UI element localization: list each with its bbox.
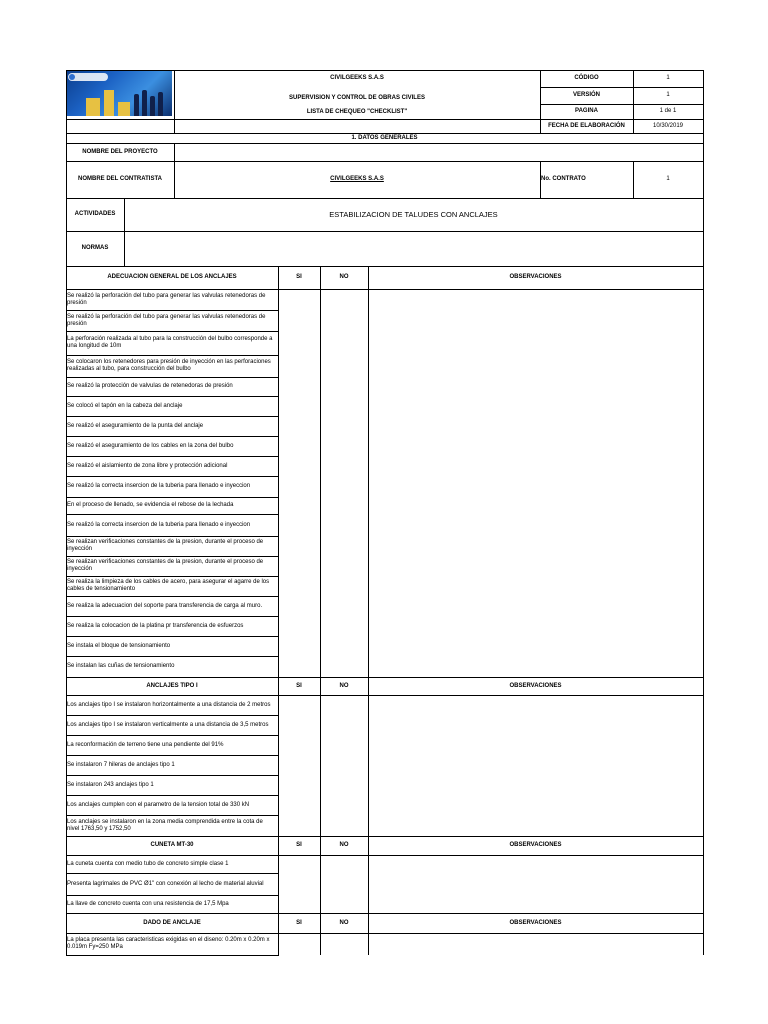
no-check-cell[interactable] (320, 933, 368, 955)
checklist-item: Los anclajes tipo I se instalaron verticalmente a una distancia de 3,5 metros (67, 721, 269, 728)
grid-line (66, 715, 279, 716)
logo-globe-icon (69, 74, 75, 80)
company-name: CIVILGEEKS S.A.S (330, 74, 384, 81)
si-check-cell[interactable] (278, 289, 320, 677)
version-value: 1 (666, 92, 670, 98)
section-title: ANCLAJES TIPO I (146, 682, 198, 689)
logo-person-icon (150, 96, 155, 116)
document-subtitle: SUPERVISION Y CONTROL DE OBRAS CIVILES (289, 94, 425, 101)
codigo-label: CÓDIGO (574, 75, 599, 81)
checklist-item: Se realizó el aislamiento de zona libre y protección adicional (67, 462, 228, 469)
document-title: LISTA DE CHEQUEO "CHECKLIST" (306, 108, 408, 115)
grid-line (66, 497, 279, 498)
grid-line (66, 795, 279, 796)
grid-line (66, 133, 704, 134)
checklist-item: La perforación realizada al tubo para la construcción del bulbo corresponde a una longitud de 10m (67, 336, 273, 349)
grid-line (66, 556, 279, 557)
column-header-si: SI (296, 842, 302, 848)
grid-line (368, 913, 369, 955)
grid-line (66, 895, 279, 896)
section-title: CUNETA MT-30 (150, 842, 194, 848)
proyecto-label: NOMBRE DEL PROYECTO (82, 148, 158, 155)
grid-line (66, 355, 279, 356)
grid-line (66, 815, 279, 816)
no-check-cell[interactable] (320, 695, 368, 836)
logo-person-icon (142, 90, 147, 116)
grid-line (66, 695, 704, 696)
normas-value[interactable] (124, 231, 703, 266)
grid-line (540, 119, 704, 120)
checklist-item: La reconformación de terreno tiene una pendiente del 91% (67, 741, 224, 748)
checklist-item: Se colocaron los retenedores para presión de inyección en las perforaciones realizadas al tubo, para construcción del bulbo (67, 359, 271, 372)
checklist-item: Los anclajes se instalaron en la zona media comprendida entre la cota de nivel 1763,50 y 1752,50 (67, 818, 263, 832)
datos-generales-title: 1. DATOS GENERALES (351, 134, 418, 141)
grid-line (66, 266, 704, 267)
section-title: DADO DE ANCLAJE (143, 919, 201, 926)
grid-line (368, 266, 369, 677)
grid-line (66, 955, 279, 956)
checklist-item: Se realizó la correcta insercion de la tuberia para llenado e inyeccion (67, 521, 251, 528)
grid-line (66, 576, 279, 577)
checklist-item: Se colocó el tapón en la cabeza del anclaje (67, 402, 183, 409)
grid-line (66, 873, 279, 874)
grid-line (66, 735, 279, 736)
grid-line (66, 755, 279, 756)
grid-line (66, 677, 704, 678)
si-check-cell[interactable] (278, 933, 320, 955)
grid-line (124, 198, 125, 266)
grid-line (66, 231, 704, 232)
column-header-observaciones: OBSERVACIONES (509, 274, 562, 280)
grid-line (66, 416, 279, 417)
grid-line (633, 161, 634, 198)
contrato-value[interactable]: 1 (666, 176, 670, 182)
grid-line (66, 377, 279, 378)
checklist-item: Se instalan las cuñas de tensionamiento (67, 663, 175, 669)
grid-line (66, 198, 704, 199)
logo-block (86, 98, 100, 116)
observaciones-cell[interactable] (368, 933, 703, 955)
column-header-observaciones: OBSERVACIONES (509, 919, 562, 926)
grid-line (278, 266, 279, 677)
checklist-item: Se realizó la perforación del tubo para generar las valvulas retenedoras de presión (67, 313, 266, 327)
checklist-item: Se realizan verificaciones constantes de la presion, durante el proceso de inyección (67, 559, 264, 572)
logo-block (104, 90, 114, 116)
checklist-item: Se realiza la adecuacion del soporte para transferencia de carga al muro. (67, 602, 263, 609)
actividades-value[interactable]: ESTABILIZACION DE TALUDES CON ANCLAJES (329, 210, 498, 219)
grid-line (66, 70, 67, 955)
column-header-si: SI (296, 919, 302, 926)
grid-line (66, 913, 704, 914)
fecha-value: 10/30/2019 (652, 122, 684, 129)
grid-line (66, 143, 704, 144)
section-title: ADECUACION GENERAL DE LOS ANCLAJES (107, 274, 237, 280)
grid-line (66, 70, 704, 71)
grid-line (66, 289, 704, 290)
grid-line (368, 836, 369, 913)
grid-line (540, 104, 704, 105)
observaciones-cell[interactable] (368, 289, 703, 677)
pagina-label: PAGINA (575, 108, 598, 114)
company-logo (66, 70, 172, 116)
proyecto-value[interactable] (174, 143, 703, 161)
si-check-cell[interactable] (278, 855, 320, 913)
grid-line (66, 119, 541, 120)
normas-label: NORMAS (81, 245, 109, 251)
column-header-observaciones: OBSERVACIONES (509, 842, 562, 848)
column-header-si: SI (296, 682, 302, 689)
grid-line (66, 476, 279, 477)
grid-line (320, 677, 321, 836)
column-header-no: NO (339, 274, 349, 280)
version-label: VERSIÓN (572, 92, 600, 98)
grid-line (540, 161, 541, 198)
logo-block (118, 102, 130, 116)
no-check-cell[interactable] (320, 855, 368, 913)
observaciones-cell[interactable] (368, 855, 703, 913)
checklist-item: Se realiza la limpieza de los cables de acero, para asegurar el agarre de los cables de tensionamiento (67, 579, 270, 592)
checklist-item: Se realizó el aseguramiento de los cables en la zona del bulbo (67, 442, 234, 449)
grid-line (66, 836, 704, 837)
grid-line (66, 636, 279, 637)
checklist-item: Se instalaron 7 hileras de anclajes tipo 1 (67, 761, 175, 768)
logo-person-icon (158, 92, 163, 116)
checklist-item: Se realizan verificaciones constantes de la presion, durante el proceso de inyección (67, 539, 264, 552)
column-header-no: NO (339, 842, 349, 848)
logo-person-icon (134, 94, 139, 116)
grid-line (278, 913, 279, 955)
grid-line (278, 836, 279, 913)
grid-line (66, 536, 279, 537)
grid-line (66, 855, 704, 856)
checklist-item: Presenta lagrimales de PVC Ø1" con conexión al lecho de material aluvial (67, 880, 264, 887)
grid-line (320, 836, 321, 913)
column-header-si: SI (296, 274, 302, 280)
checklist-item: Se realizó la correcta insercion de la tuberia para llenado e inyeccion (67, 483, 251, 489)
grid-line (633, 70, 634, 133)
checklist-item: Se realiza la colocacion de la platina pr transferencia de esfuerzos (67, 622, 244, 629)
no-check-cell[interactable] (320, 289, 368, 677)
codigo-value: 1 (666, 75, 670, 81)
checklist-item: Se realizó la perforación del tubo para generar las valvulas retenedoras de presión (67, 292, 266, 306)
grid-line (320, 913, 321, 955)
grid-line (66, 396, 279, 397)
checklist-item: En el proceso de llenado, se evidencia el rebose de la lechada (67, 502, 234, 508)
column-header-no: NO (339, 919, 349, 926)
contratista-label: NOMBRE DEL CONTRATISTA (78, 176, 162, 182)
checklist-item: Los anclajes tipo I se instalaron horizontalmente a una distancia de 2 metros (67, 701, 271, 708)
grid-line (66, 933, 704, 934)
grid-line (66, 616, 279, 617)
actividades-label: ACTIVIDADES (74, 211, 116, 217)
grid-line (174, 143, 175, 198)
grid-line (540, 70, 541, 133)
checklist-item: Se instala el bloque de tensionamiento (67, 642, 171, 649)
fecha-label: FECHA DE ELABORACIÓN (548, 122, 625, 129)
grid-line (66, 775, 279, 776)
grid-line (66, 310, 279, 311)
grid-line (66, 656, 279, 657)
grid-line (66, 436, 279, 437)
column-header-no: NO (339, 682, 349, 689)
checklist-item: La cuneta cuenta con medio tubo de concreto simple clase 1 (67, 860, 229, 867)
grid-line (368, 677, 369, 836)
grid-line (320, 266, 321, 677)
contrato-label: No. CONTRATO (541, 176, 586, 182)
grid-line (540, 87, 704, 88)
pagina-value: 1 de 1 (659, 108, 677, 114)
checklist-item: Se instalaron 243 anclajes tipo 1 (67, 781, 154, 788)
checklist-item: Se realizó la protección de valvulas de retenedoras de presión (67, 383, 233, 389)
si-check-cell[interactable] (278, 695, 320, 836)
checklist-item: La llave de concreto cuenta con una resistencia de 17,5 Mpa (67, 900, 229, 907)
grid-line (66, 514, 279, 515)
grid-line (174, 70, 175, 133)
checklist-item: Los anclajes cumplen con el parametro de la tension total de 330 kN (67, 801, 250, 808)
grid-line (703, 70, 704, 955)
grid-line (66, 456, 279, 457)
grid-line (66, 331, 279, 332)
checklist-item: Se realizó el aseguramiento de la punta del anclaje (67, 422, 204, 429)
grid-line (66, 596, 279, 597)
grid-line (278, 677, 279, 836)
contratista-value[interactable]: CIVILGEEKS S.A.S (330, 176, 384, 182)
grid-line (66, 161, 704, 162)
observaciones-cell[interactable] (368, 695, 703, 836)
checklist-item: La placa presenta las caracteristicas exigidas en el diseno: 0.20m x 0.20m x 0.019m Fy=250 MPa (67, 937, 270, 950)
column-header-observaciones: OBSERVACIONES (509, 682, 562, 689)
